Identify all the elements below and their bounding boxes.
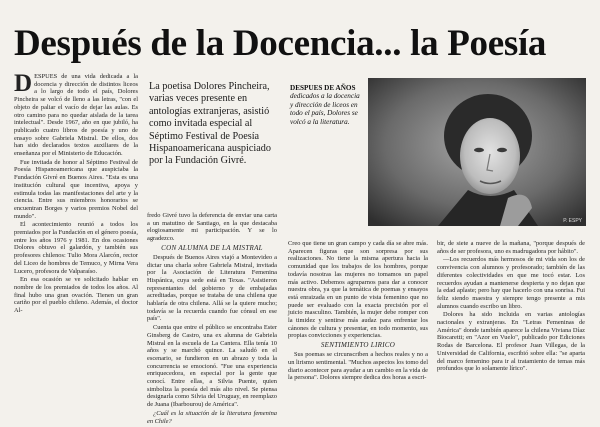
article-column-2 [147,212,277,425]
column-paragraph: Sus poemas se circunscriben a hechos reales y no a un lirismo sentimental. "Muchos aspectos los tomo del diario acontecer para ayudar a un cambio en la vida de la persona". Dolores siempre dedica dos horas a escri- [288,351,428,382]
section-subhead: CON ALUMNA DE LA MISTRAL [161,243,263,252]
pull-quote: La poetisa Dolores Pincheira, varias veces presente en antologías extranjeras, asistió como invitada especial al Séptimo Festival de Poesía Hispanoamericana auspiciado por la Fundación Givré. [149,81,271,167]
caption-text: dedicados a la docencia y dirección de liceos en todo el país, Dolores se volcó a la literatura. [290,92,360,126]
column-paragraph: Fue invitada de honor al Séptimo Festival de Poesía Hispanoamericana que auspiciaba la Fundación Givré en Buenos Aires. "Esta es una institución cultural que incentiva, apoya y estimula todas las manifestaciones del arte y la ciencia. Entre sus miembros honorarios se encuentran Borges y varios premios Nobel del mundo". [14,158,138,220]
article-column-1 [14,70,138,421]
column-paragraph: fredo Givré tuvo la deferencia de enviar una carta a un matutino de Santiago, en la que destacaba elogiosamente mi participación. Y se lo agradezco. [147,212,277,243]
column-paragraph: Después de Buenos Aires viajó a Montevideo a dictar una charla sobre Gabriela Mistral, invitada por la Asociación de Literatura Femenina Hispánica, cuya sede está en Texas. "Asistieron representantes del gobierno y de embajadas acreditadas, porque se trataba de una chilena que hablaría de otra chilena. Allá se la quiere mucho; todavía se la recuerda cuando fue cónsul en ese país". [147,253,277,323]
section-subhead: SENTIMIENTO LIRICO [320,341,396,350]
photo-caption [290,84,362,126]
column-paragraph: En esa ocasión se ve solicitado hablar en nombre de los premiados de todos los años. Al final hubo una gran ovación. Tienen un gran cariño por el pueblo chileno. Además, el doctor Al- [14,276,138,315]
column-paragraph: Creo que tiene un gran campo y cada día se abre más. Aparecen figuras que son sorpresa por sus realizaciones. No tiene la misma apertura hacia la comunidad que los trabajos de los hombres, porque todavía nosotras las mujeres no tomamos un papel más activo. Debemos agruparnos para dar a conocer nuestra obra, ya que la temática de poemas y ensayos está enraizada en un punto de vista femenino que no puede ser evaluado con la exacta precisión por el juicio masculino. También, la mujer debe romper con la timidez y sentirse más audaz para enfrentar los cánones de cultura y presentar, en todo momento, sus propias convicciones y experiencias. [288,240,428,340]
article-column-4 [437,240,585,420]
column-paragraph [14,70,138,158]
article-headline: Después de la Docencia... la Poesía [14,23,547,64]
column-paragraph: Dolores ha sido incluida en varias antologías nacionales y extranjeras. En "Letras Femeninas de América" donde también aparece la chilena Viviana Díaz Biocaretti; en "Azor en Vuelo", publicado por Ediciones Rodas de Barcelona. El profesor Juan Villegas, de la Universidad de California, escribió sobre ella: "se aparta del marco femenino para ir al tratamiento de temas más profundos que lo solamente lírico". [437,311,585,373]
column-paragraph: ¿Cuál es la situación de la literatura femenina en Chile? [147,409,277,425]
paragraph-text: ESPUES de una vida dedicada a la docencia y dirección de distintos liceos a lo largo de todo el país, Dolores Pincheira se volcó de lleno a las letras, "con el objeto de paliar el vacío de dejar las aulas. Es otro camino para no quedar aislada de la tarea intelectual". Desde 1967, año en que jubiló, ha publicado cuatro libros de poesía y uno de ensayo sobre Gabriela Mistral. De ellos, dos han sido declarados textos auxiliares de la enseñanza por el Ministerio de Educación. [14,73,138,158]
column-paragraph: El acontecimiento reunió a todos los premiados por la Fundación en el género poesía, entre los años 1976 y 1981. En dos ocasiones Dolores obtuvo el galardón, y también sus profesores chilenos: Tulio Mora Alarcón, rector del Liceo de hombres de Temuco, y Mirna Vera Lucero, profesora de Valparaíso. [14,221,138,275]
column-paragraph: —Los recuerdos más hermosos de mi vida son los de convivencia con alumnos y profesorado; también de las diferentes colectividades en que me tocó estar. Los recuerdos ayudan a mantenerse despierta y no dejan que la edad aplaste; pero hay que hacerlo con una sonrisa. Fui feliz siendo maestra y siempre tengo presente a mis alumnos cuando escribo un libro. [437,256,585,310]
column-paragraph: bir, de siete a nueve de la mañana, "porque después de años de ser profesora, uno es madrugadora por hábito". [437,240,585,255]
portrait-image [368,78,586,226]
portrait-photo [368,78,586,226]
drop-cap: D [14,70,33,97]
caption-lead: DESPUES DE AÑOS [290,84,356,92]
column-paragraph: Cuenta que entre el público se encontraba Ester Ginsberg de Castro, una ex alumna de Gabriela Mistral en la escuela de La Cantera. Ella tenía 10 años y se marchó quince. La saludó en el escenario, se fundieron en un abrazo y toda la concurrencia se emocionó. "Fue una experiencia enriquecedora, en especial por la gente que conocí. Entre ellas, a Silvia Puente, quien simboliza la poesía del más alto nivel. Se piensa designarla como Silvia del Uruguay, en reemplazo de Juana (Ibarbourou) de América". [147,324,277,409]
article-column-3 [288,240,428,420]
photo-credit: P. ESPY [563,218,582,224]
